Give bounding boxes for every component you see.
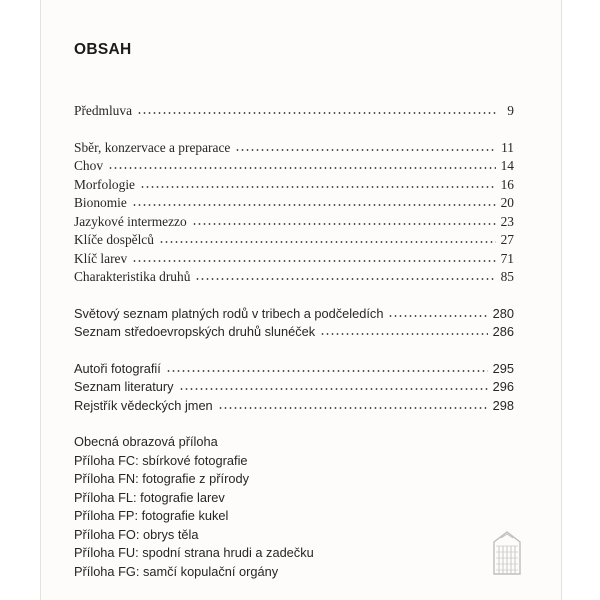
toc-entry: [74, 268, 514, 287]
toc-entry: [74, 397, 514, 416]
dot-leader: [132, 259, 495, 263]
toc-entry-title: Rejstřík vědeckých jmen: [74, 397, 213, 413]
page-title: OBSAH: [74, 41, 132, 58]
toc-entry-title: Předmluva: [74, 103, 133, 118]
toc-entry-title: Seznam literatury: [74, 379, 174, 394]
toc-page-number: 11: [501, 139, 514, 155]
toc-entry: [74, 323, 514, 342]
appendix-item: Příloha FO: obrys těla: [74, 526, 199, 542]
toc-entry-title: Seznam středoevropských druhů slunéček: [74, 324, 316, 339]
toc-page-number: 286: [492, 324, 514, 339]
dot-leader: [166, 369, 488, 373]
toc-page-number: 295: [492, 360, 514, 376]
toc-group: [74, 102, 514, 121]
toc-page-number: 16: [500, 176, 514, 192]
dot-leader: [192, 222, 496, 226]
appendix-item: Příloha FP: fotografie kukel: [74, 508, 229, 523]
appendix-item: Obecná obrazová příloha: [74, 434, 218, 449]
building-logo-icon: [490, 528, 524, 576]
appendix-item: Příloha FU: spodní strana hrudi a zadečku: [74, 545, 314, 560]
toc-entry-title: Sběr, konzervace a preparace: [74, 139, 231, 155]
toc-entry: [74, 102, 514, 121]
dot-leader: [388, 314, 487, 318]
toc-page-number: 280: [492, 305, 514, 321]
dot-leader: [137, 111, 497, 115]
toc-page-number: 298: [492, 397, 514, 413]
toc-entry-title: Chov: [74, 158, 104, 173]
toc-entry: [74, 360, 514, 379]
dot-leader: [179, 387, 488, 391]
toc-page-number: 23: [500, 213, 514, 229]
toc-entry-title: Světový seznam platných rodů v tribech a podčeledích: [74, 305, 384, 321]
toc-page-number: 9: [507, 103, 514, 118]
dot-leader: [140, 185, 496, 189]
dot-leader: [108, 166, 496, 170]
appendix-item: Příloha FG: samčí kopulační orgány: [74, 563, 279, 579]
toc-page-number: 14: [500, 158, 514, 173]
appendix-list: [74, 433, 514, 581]
toc-group: [74, 139, 514, 287]
appendix-item: Příloha FN: fotografie z přírody: [74, 471, 249, 486]
toc-entry: [74, 194, 514, 213]
toc-entry-title: Klíče dospělců: [74, 232, 154, 247]
toc-page-number: 20: [500, 195, 514, 210]
toc-group: [74, 360, 514, 416]
dot-leader: [235, 148, 496, 152]
dot-leader: [159, 240, 496, 244]
toc-entry: [74, 305, 514, 324]
toc-page-number: 85: [500, 269, 514, 284]
toc-entry: [74, 139, 514, 158]
toc-entry: [74, 176, 514, 195]
toc-page-number: 296: [492, 379, 514, 394]
appendix-item: Příloha FC: sbírkové fotografie: [74, 452, 248, 468]
toc-page-number: 27: [500, 232, 514, 247]
toc-entry-title: Charakteristika druhů: [74, 269, 191, 284]
toc-page-number: 71: [500, 250, 514, 266]
dot-leader: [218, 406, 488, 410]
toc-group: [74, 305, 514, 342]
toc-entry: [74, 231, 514, 250]
toc-entry-title: Autoři fotografií: [74, 360, 161, 376]
toc-entry: [74, 250, 514, 269]
dot-leader: [320, 332, 488, 336]
toc-entry-title: Morfologie: [74, 176, 135, 192]
toc-entry: [74, 213, 514, 232]
dot-leader: [132, 203, 496, 207]
appendix-item: Příloha FL: fotografie larev: [74, 489, 225, 505]
toc-entry-title: Klíč larev: [74, 250, 128, 266]
table-of-contents: [74, 102, 514, 599]
toc-entry: [74, 157, 514, 176]
dot-leader: [195, 277, 495, 281]
toc-entry: [74, 378, 514, 397]
toc-entry-title: Jazykové intermezzo: [74, 213, 187, 229]
toc-entry-title: Bionomie: [74, 195, 127, 210]
